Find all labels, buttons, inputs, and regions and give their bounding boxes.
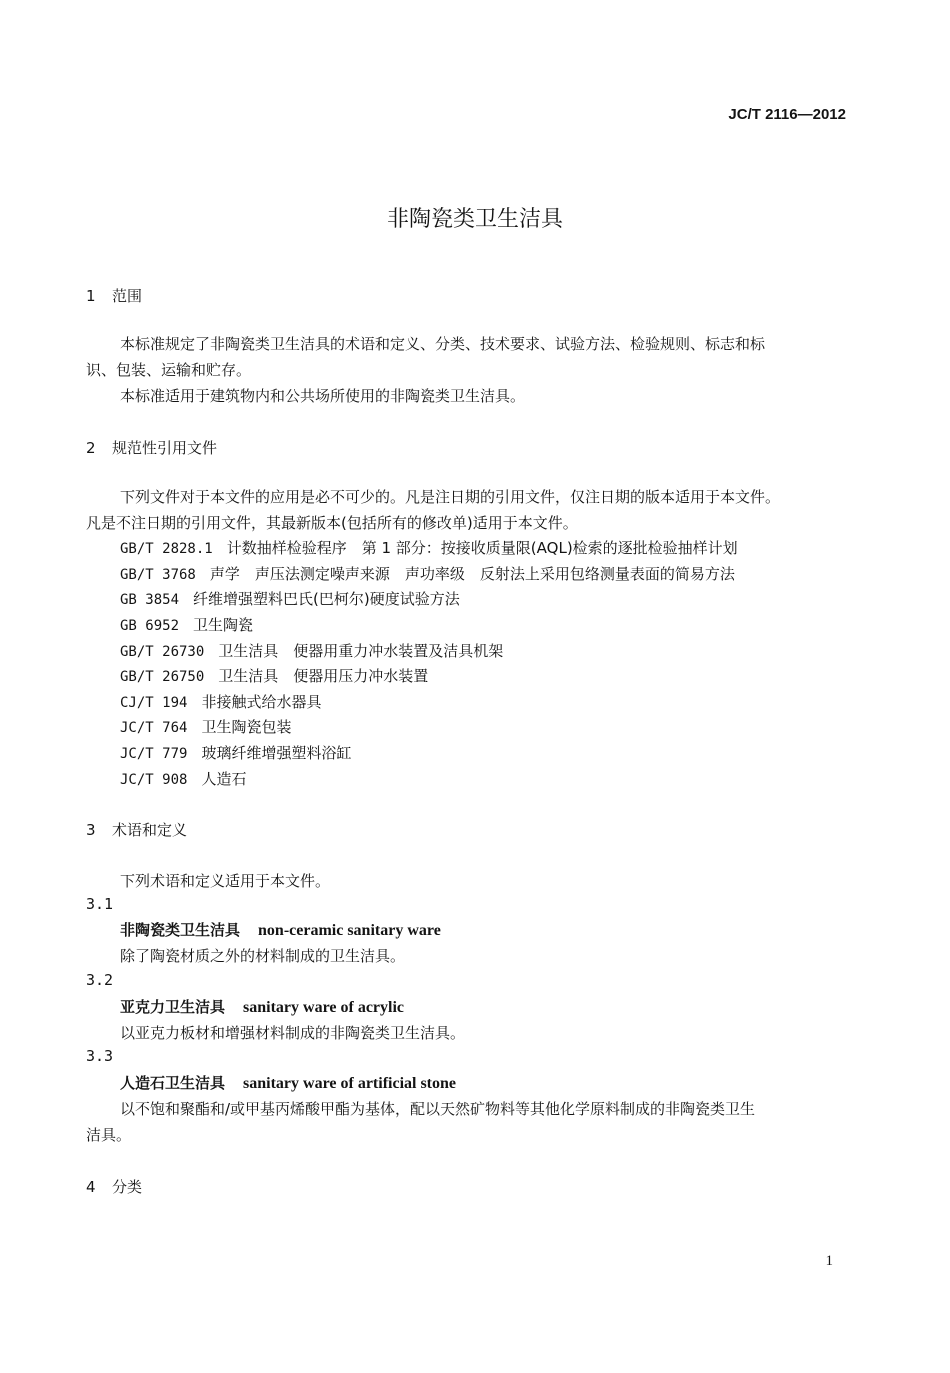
scope-paragraph-2: 本标准适用于建筑物内和公共场所使用的非陶瓷类卫生洁具。 [120, 387, 526, 405]
reference-title: 玻璃纤维增强塑料浴缸 [201, 744, 352, 762]
term-definition: 除了陶瓷材质之外的材料制成的卫生洁具。 [120, 947, 406, 965]
term-name-zh: 人造石卫生洁具 [120, 1074, 226, 1092]
reference-item [120, 537, 738, 558]
reference-code: JC/T 908 [120, 772, 188, 788]
reference-title: 卫生陶瓷 [193, 616, 254, 634]
term-name-zh: 亚克力卫生洁具 [120, 998, 226, 1016]
term-name-en: sanitary ware of acrylic [243, 999, 405, 1016]
reference-item [120, 768, 246, 789]
reference-item [120, 640, 503, 661]
term-number: 3.3 [86, 1047, 114, 1065]
section-number: 2 [86, 439, 96, 457]
reference-item [120, 614, 253, 635]
normative-intro-line-1: 下列文件对于本文件的应用是必不可少的。凡是注日期的引用文件，仅注日期的版本适用于本文件。 [120, 488, 781, 506]
document-title: 非陶瓷类卫生洁具 [386, 207, 563, 232]
reference-item [120, 716, 291, 737]
reference-title: 卫生洁具 便器用压力冲水装置 [218, 667, 429, 685]
term-definition: 以亚克力板材和增强材料制成的非陶瓷类卫生洁具。 [120, 1024, 466, 1042]
section-title: 术语和定义 [112, 821, 188, 839]
reference-title: 卫生洁具 便器用重力冲水装置及洁具机架 [218, 642, 504, 660]
term-definition-line-1: 以不饱和聚酯和/或甲基丙烯酸甲酯为基体，配以天然矿物料等其他化学原料制成的非陶瓷类卫生 [120, 1100, 756, 1118]
scope-paragraph-1-line-1: 本标准规定了非陶瓷类卫生洁具的术语和定义、分类、技术要求、试验方法、检验规则、标志和标 [120, 335, 766, 353]
normative-intro-line-2: 凡是不注日期的引用文件，其最新版本(包括所有的修改单)适用于本文件。 [86, 514, 578, 532]
section-number: 3 [86, 821, 96, 839]
reference-title: 计数抽样检验程序 第 1 部分：按接收质量限(AQL)检索的逐批检验抽样计划 [226, 539, 738, 557]
reference-item [120, 588, 460, 609]
reference-title: 纤维增强塑料巴氏(巴柯尔)硬度试验方法 [193, 590, 460, 608]
standard-code: JC/T 2116—2012 [728, 106, 846, 123]
term-heading [120, 996, 404, 1017]
reference-code: GB 6952 [120, 618, 180, 634]
reference-item [120, 691, 321, 712]
reference-item [120, 563, 735, 584]
reference-title: 人造石 [201, 770, 247, 788]
reference-title: 非接触式给水器具 [201, 693, 322, 711]
reference-title: 声学 声压法测定噪声来源 声功率级 反射法上采用包络测量表面的简易方法 [209, 565, 735, 583]
reference-code: GB 3854 [120, 592, 180, 608]
section-title: 规范性引用文件 [112, 439, 218, 457]
section-4-heading [86, 1176, 142, 1197]
scope-paragraph-1-line-2: 识、包装、运输和贮存。 [86, 361, 252, 379]
terms-intro: 下列术语和定义适用于本文件。 [120, 872, 331, 890]
reference-code: JC/T 779 [120, 746, 188, 762]
section-3-heading [86, 819, 187, 840]
page-number: 1 [825, 1253, 833, 1269]
reference-code: GB/T 3768 [120, 567, 196, 583]
term-name-zh: 非陶瓷类卫生洁具 [120, 921, 241, 939]
reference-item [120, 742, 351, 763]
term-heading [120, 1072, 456, 1093]
term-name-en: non-ceramic sanitary ware [258, 922, 441, 939]
section-title: 范围 [112, 287, 143, 305]
term-number: 3.1 [86, 895, 114, 913]
section-1-heading [86, 285, 142, 306]
term-definition-line-2: 洁具。 [86, 1126, 132, 1144]
section-number: 4 [86, 1178, 96, 1196]
reference-item [120, 665, 428, 686]
section-number: 1 [86, 287, 96, 305]
reference-code: JC/T 764 [120, 720, 188, 736]
term-heading [120, 919, 441, 940]
reference-code: CJ/T 194 [120, 695, 188, 711]
section-title: 分类 [112, 1178, 143, 1196]
section-2-heading [86, 437, 217, 458]
reference-code: GB/T 26750 [120, 669, 205, 685]
term-number: 3.2 [86, 971, 114, 989]
reference-code: GB/T 26730 [120, 644, 205, 660]
term-name-en: sanitary ware of artificial stone [243, 1075, 457, 1092]
reference-title: 卫生陶瓷包装 [201, 718, 292, 736]
reference-code: GB/T 2828.1 [120, 541, 213, 557]
